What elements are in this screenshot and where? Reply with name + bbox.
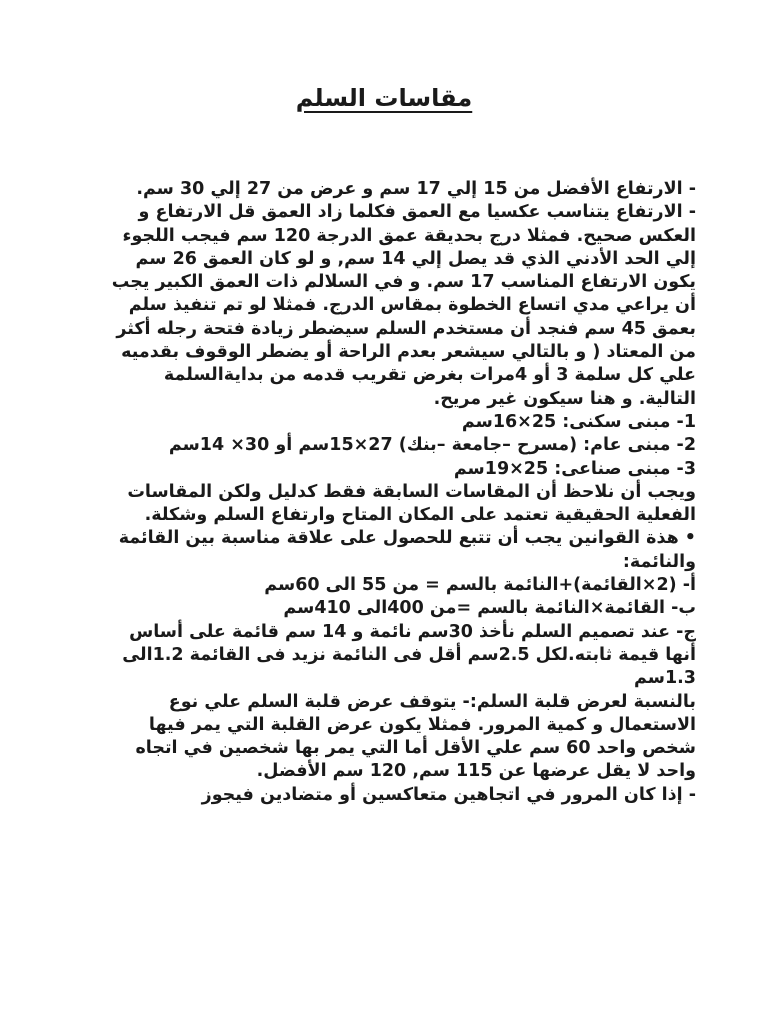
paragraph-rule-c: ج- عند تصميم السلم نأخذ 30سم نائمة و 14 سم قائمة على أساس أنها قيمة ثابته.لكل 2.5سم أقل فى النائمة نزيد فى القائمة 1.2الى 1.3سم [122, 621, 696, 689]
paragraph-residential-building: 1- مبنى سكنى: 25×16سم [461, 411, 696, 432]
paragraph-height-range: - الارتفاع الأفضل من 15 إلي 17 سم و عرض من 27 إلي 30 سم. [136, 179, 696, 199]
paragraph-industrial-building: 3- مبنى صناعى: 25×19سم [453, 458, 696, 479]
paragraph-public-building: 2- مبنى عام: (مسرح –جامعة –بنك) 27×15سم أو 30× 14سم [168, 435, 696, 456]
paragraph-height-depth-relation: - الارتفاع يتناسب عكسيا مع العمق فكلما زاد العمق قل الارتفاع و العكس صحيح. فمثلا درج بحديقة عمق الدرجة 120 سم فيجب اللجوء إلي الحد الأدني الذي قد يصل إلي 14 سم, و لو كان العمق 26 سم يكون الارتفاع المناسب 17 سم. و في السلالم ذات العمق الكبير يجب أن يراعي مدي اتساع الخطوة بمقاس الدرج. فمثلا لو تم تنفيذ سلم بعمق 45 سم فنجد أن مستخدم السلم سيضطر زيادة فتحة رجله أكثر من المعتاد ( و بالتالي سيشعر بعدم الراحة أو يضطر الوقوف بقدميه علي كل سلمة 3 أو 4مرات بغرض تقريب قدمه من بدايةالسلمة التالية. و هنا سيكون غير مريح. [111, 202, 696, 409]
paragraph-note: ويجب أن نلاحظ أن المقاسات السابقة فقط كدليل ولكن المقاسات الفعلية الحقيقية تعتمد على المكان المتاح وارتفاع السلم وشكلة. [127, 481, 696, 526]
paragraph-two-way-traffic: - إذا كان المرور في اتجاهين متعاكسين أو متضادين فيجوز [201, 784, 696, 805]
document-body [108, 178, 696, 807]
paragraph-rules-intro: • هذة القوانين يجب أن تتبع للحصول على علاقة مناسبة بين القائمة والنائمة: [118, 528, 696, 572]
paragraph-rule-a: أ- (2×القائمة)+النائمة بالسم = من 55 الى 60سم [264, 575, 696, 596]
page-title: مقاسات السلم [295, 84, 473, 112]
paragraph-rule-b: ب- القائمة×النائمة بالسم =من 400الى 410سم [283, 598, 696, 619]
paragraph-flight-width: بالنسبة لعرض قلبة السلم:- يتوقف عرض قلبة السلم علي نوع الاستعمال و كمية المرور. فمثلا يكون عرض القلبة التي يمر فيها شخص واحد 60 سم علي الأقل أما التي يمر بها شخصين في اتجاه واحد لا يقل عرضها عن 115 سم, 120 سم الأفضل. [135, 691, 696, 782]
